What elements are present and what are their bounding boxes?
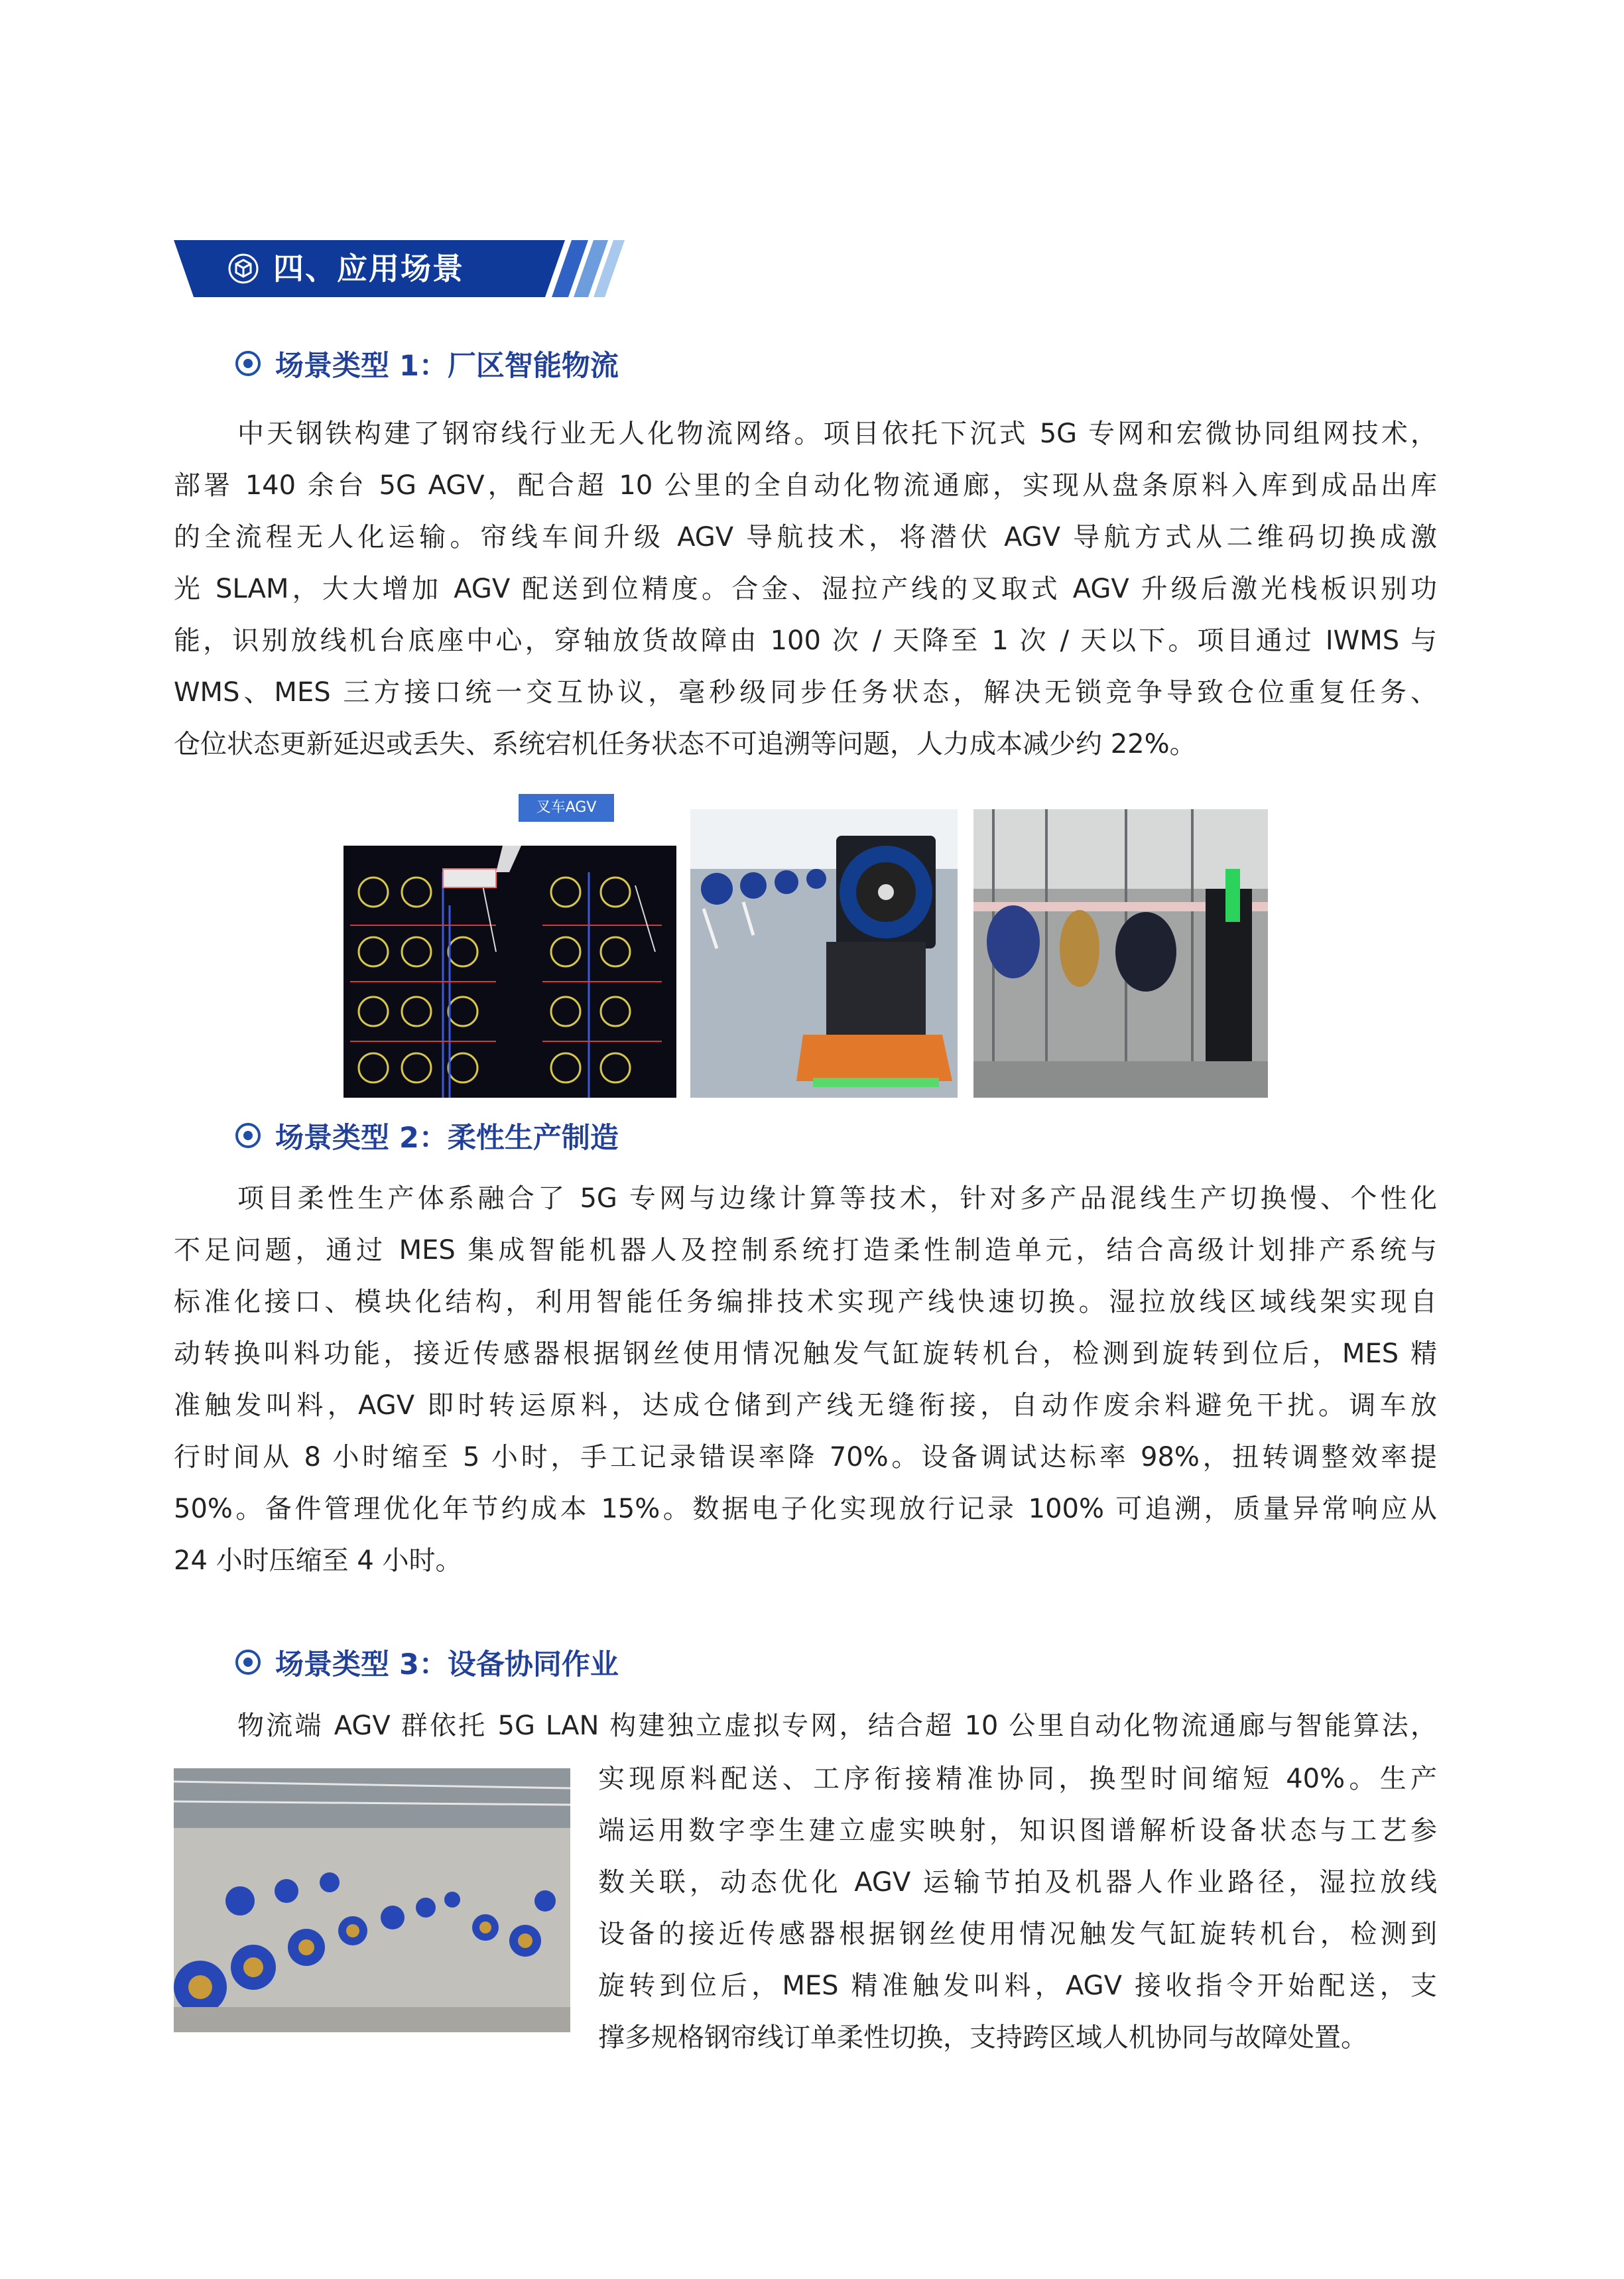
cube-icon	[228, 253, 259, 284]
scene3-line: 设备的接近传感器根据钢丝使用情况触发气缸旋转机台，检测到	[598, 1919, 1437, 1949]
scene1-line: 仓位状态更新延迟或丢失、系统宕机任务状态不可追溯等问题，人力成本减少约 22%。	[174, 729, 1196, 759]
scene3-heading-text: 场景类型 3：设备协同作业	[275, 1648, 619, 1681]
callout-forklift-agv: 叉车AGV	[517, 793, 615, 823]
agv-layout-diagram-image	[344, 846, 676, 1098]
scene2-line: 标准化接口、模块化结构，利用智能任务编排技术实现产线快速切换。湿拉放线区域线架实现自	[174, 1287, 1437, 1317]
target-bullet-icon	[235, 351, 261, 376]
scene1-heading-text: 场景类型 1：厂区智能物流	[275, 349, 619, 383]
scene3-line: 数关联，动态优化 AGV 运输节拍及机器人作业路径，湿拉放线	[598, 1867, 1437, 1898]
scene1-line: WMS、MES 三方接口统一交互协议，毫秒级同步任务状态，解决无锁竞争导致仓位重复任务、	[174, 677, 1437, 708]
latent-agv-photo-image	[690, 809, 958, 1098]
scene2-heading-text: 场景类型 2：柔性生产制造	[275, 1121, 619, 1155]
scene2-line: 50%。备件管理优化年节约成本 15%。数据电子化实现放行记录 100% 可追溯，质量异常响应从	[174, 1494, 1437, 1524]
target-bullet-icon	[235, 1650, 261, 1675]
scene3-line: 旋转到位后，MES 精准触发叫料，AGV 接收指令开始配送，支	[598, 1971, 1437, 2001]
scene3-line: 端运用数字孪生建立虚实映射，知识图谱解析设备状态与工艺参	[598, 1815, 1437, 1846]
scene2-line: 项目柔性生产体系融合了 5G 专网与边缘计算等技术，针对多产品混线生产切换慢、个性化	[237, 1183, 1437, 1214]
section-banner	[174, 240, 625, 297]
scene1-line: 部署 140 余台 5G AGV，配合超 10 公里的全自动化物流通廊，实现从盘条原料入库到成品出库	[174, 470, 1437, 501]
scene2-line: 24 小时压缩至 4 小时。	[174, 1545, 462, 1576]
scene1-heading	[235, 344, 619, 383]
scene2-line: 不足问题，通过 MES 集成智能机器人及控制系统打造柔性制造单元，结合高级计划排产系统与	[174, 1235, 1437, 1266]
scene3-line: 撑多规格钢帘线订单柔性切换，支持跨区域人机协同与故障处置。	[598, 2022, 1367, 2053]
scene1-line: 的全流程无人化运输。帘线车间升级 AGV 导航技术，将潜伏 AGV 导航方式从二维码切换成激	[174, 522, 1437, 553]
scene1-line: 光 SLAM，大大增加 AGV 配送到位精度。合金、湿拉产线的叉取式 AGV 升级后激光栈板识别功	[174, 574, 1437, 604]
scene2-heading	[235, 1116, 619, 1155]
factory-floor-photo-image	[174, 1768, 570, 2032]
target-bullet-icon	[235, 1123, 261, 1148]
forklift-agv-photo-image	[973, 809, 1268, 1098]
scene3-line: 物流端 AGV 群依托 5G LAN 构建独立虚拟专网，结合超 10 公里自动化物流通廊与智能算法，	[237, 1711, 1437, 1741]
scene3-line: 实现原料配送、工序衔接精准协同，换型时间缩短 40%。生产	[598, 1764, 1437, 1794]
scene3-heading	[235, 1642, 619, 1682]
scene1-line: 中天钢铁构建了钢帘线行业无人化物流网络。项目依托下沉式 5G 专网和宏微协同组网技术，	[237, 419, 1437, 449]
scene2-line: 行时间从 8 小时缩至 5 小时，手工记录错误率降 70%。设备调试达标率 98%，扭转调整效率提	[174, 1442, 1437, 1472]
scene1-line: 能，识别放线机台底座中心，穿轴放货故障由 100 次 / 天降至 1 次 / 天以下。项目通过 IWMS 与	[174, 625, 1437, 656]
scene2-line: 动转换叫料功能，接近传感器根据钢丝使用情况触发气缸旋转机台，检测到旋转到位后，MES 精	[174, 1338, 1437, 1369]
scene2-line: 准触发叫料，AGV 即时转运原料，达成仓储到产线无缝衔接，自动作废余料避免干扰。调车放	[174, 1390, 1437, 1421]
section-title: 四、应用场景	[273, 251, 464, 287]
